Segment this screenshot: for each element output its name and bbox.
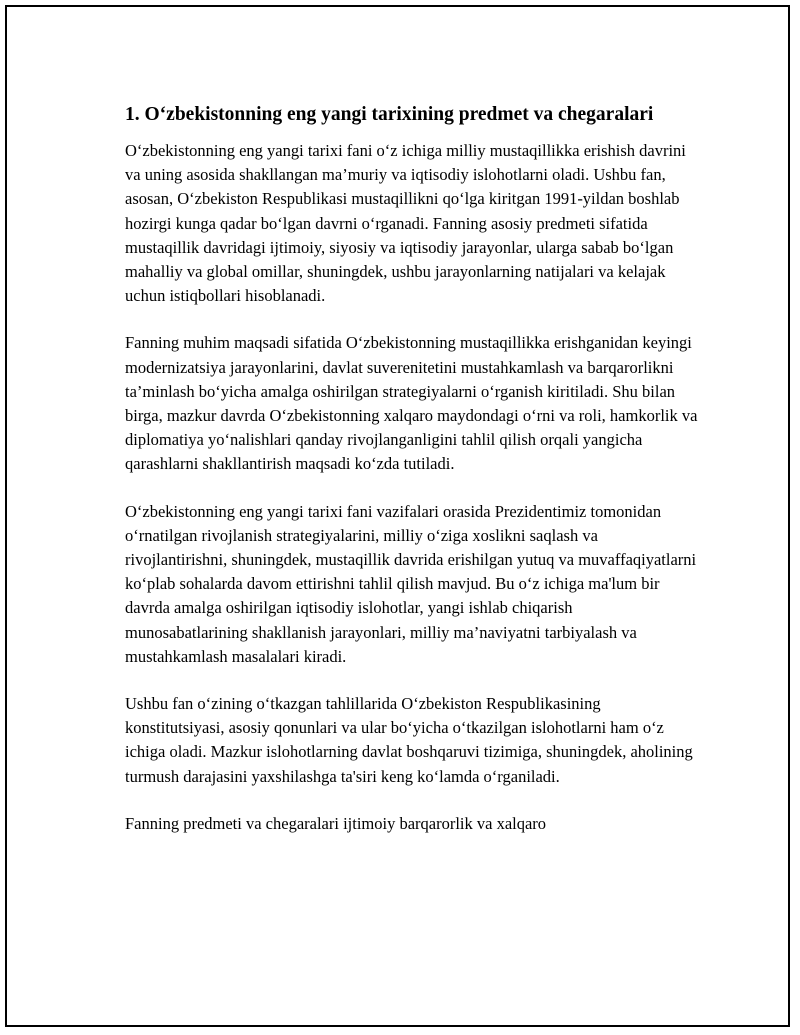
paragraph-5: Fanning predmeti va chegaralari ijtimoiy barqarorlik va xalqaro [125,813,547,833]
paragraph-3: O‘zbekistonning eng yangi tarixi fani vazifalari orasida Prezidentimiz tomonidan o‘rnatilgan rivojlanish strategiyalarini, milliy o‘ziga xoslikni saqlash va rivojlantirishni, shuningdek, mustaqillik davrida erishilgan yutuq va muvaffaqiyatlarni ko‘plab sohalarda davom ettirishni tahlil qilish mavjud. Bu o‘z ichiga ma'lum bir davrda amalga oshirilgan iqtisodiy islohotlar, yangi ishlab chiqarish munosabatlarining shakllanish jarayonlari, milliy ma’naviyatni tarbiyalash va mustahkamlash masalalari kiradi. [125,501,697,666]
document-body [119,100,699,859]
paragraph-2: Fanning muhim maqsadi sifatida O‘zbekistonning mustaqillikka erishganidan keyingi modernizatsiya jarayonlarini, davlat suverenitetini mustahkamlash va barqarorlikni ta’minlash bo‘yicha amalga oshirilgan strategiyalarni o‘rganish kiritiladi. Shu bilan birga, mazkur davrda O‘zbekistonning xalqaro maydondagi o‘rni va roli, hamkorlik va diplomatiya yo‘nalishlari qanday rivojlanganligini tahlil qilish orqali yangicha qarashlarni shakllantirish maqsadi ko‘zda tutiladi. [125,333,698,474]
paragraph-4: Ushbu fan o‘zining o‘tkazgan tahlillarida O‘zbekiston Respublikasining konstitutsiyasi, asosiy qonunlari va ular bo‘yicha o‘tkazilgan islohotlarni ham o‘z ichiga oladi. Mazkur islohotlarning davlat boshqaruvi tizimiga, shuningdek, aholining turmush darajasini yaxshilashga ta'siri keng ko‘lamda o‘rganiladi. [125,694,693,786]
section-heading: 1. O‘zbekistonning eng yangi tarixining predmet va chegaralari [125,104,654,125]
page-frame [5,5,790,1027]
paragraph-1: O‘zbekistonning eng yangi tarixi fani o‘z ichiga milliy mustaqillikka erishish davrini va uning asosida shakllangan ma’muriy va iqtisodiy islohotlarni oladi. Ushbu fan, asosan, O‘zbekiston Respublikasi mustaqillikni qo‘lga kiritgan 1991-yildan boshlab hozirgi kunga qadar bo‘lgan davrni o‘rganadi. Fanning asosiy predmeti sifatida mustaqillik davridagi ijtimoiy, siyosiy va iqtisodiy jarayonlar, ularga sabab bo‘lgan mahalliy va global omillar, shuningdek, ushbu jarayonlarning natijalari va kelajak uchun istiqbollari hisoblanadi. [125,141,686,306]
